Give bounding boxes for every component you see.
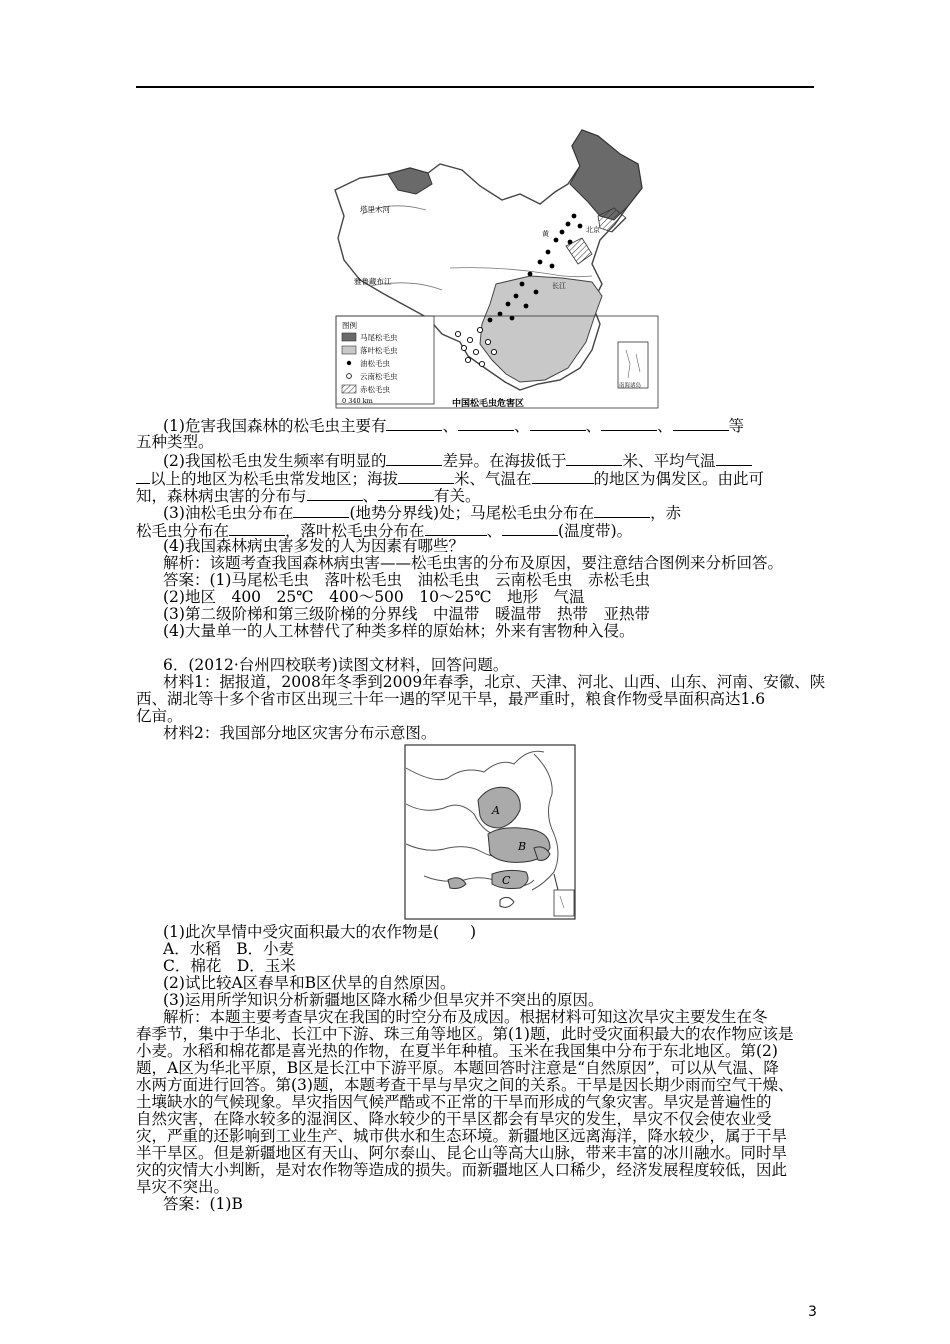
legend-luoye: 落叶松毛虫 xyxy=(360,346,398,355)
q5-answer4: (4)大量单一的人工林替代了种类多样的原始林；外来有害物种入侵。 xyxy=(163,622,635,640)
q5-answer3: (3)第二级阶梯和第三级阶梯的分界线 中温带 暖温带 热带 亚热带 xyxy=(163,605,650,623)
legend-chi: 赤松毛虫 xyxy=(360,385,390,394)
legend-yunnan: 云南松毛虫 xyxy=(360,372,398,381)
q5-line1: (1)危害我国森林的松毛虫主要有 、 、 、 、 等 xyxy=(163,417,745,435)
q6-analysis-2: 春季节，集中于华北、长江中下游、珠三角等地区。第(1)题，此时受灾面积最大的农作物应该是 xyxy=(136,1025,794,1043)
china-map-svg xyxy=(330,128,660,410)
q6-material1-a: 材料1：据报道，2008年冬季到2009年春季，北京、天津、河北、山西、山东、河南、安徽、陕 xyxy=(163,673,826,691)
legend-you: 油松毛虫 xyxy=(360,359,390,368)
q6-answer: 答案：(1)B xyxy=(163,1195,243,1213)
q5-line7: 松毛虫分布在 ，落叶松毛虫分布在 、 (温度带)。 xyxy=(136,522,633,540)
q6-analysis-3: 小麦。水稻和棉花都是喜光热的作物，在夏半年种植。玉米在我国集中分布于东北地区。第(2) xyxy=(136,1042,778,1060)
q6-material2: 材料2：我国部分地区灾害分布示意图。 xyxy=(163,724,437,742)
huanghe-label: 黄 xyxy=(542,230,549,238)
q6-material1-b: 西、湖北等十多个省市区出现三十年一遇的罕见干旱，最严重时，粮食作物受旱面积高达1.6 xyxy=(136,690,766,708)
header-rule xyxy=(136,86,814,88)
legend-mawei: 马尾松毛虫 xyxy=(360,333,398,342)
scale-label: 0 340 km xyxy=(342,397,373,405)
inset-label: 南海诸岛 xyxy=(619,383,642,389)
q5-answer1: 答案：(1)马尾松毛虫 落叶松毛虫 油松毛虫 云南松毛虫 赤松毛虫 xyxy=(163,571,650,589)
disaster-map-svg xyxy=(404,744,576,920)
q6-analysis-7: 自然灾害，在降水较多的湿润区、降水较少的干旱区都会有旱灾的发生，旱灾不仅会使农业受 xyxy=(136,1110,772,1128)
q6-analysis-5: 水两方面进行回答。第(3)题，本题考查干旱与旱灾之间的关系。干旱是因长期少雨而空气干燥、 xyxy=(136,1076,794,1094)
q6-sub1: (1)此次旱情中受灾面积最大的农作物是( ) xyxy=(163,923,477,941)
pine-caterpillar-map xyxy=(330,128,660,410)
region-c-label: C xyxy=(502,874,511,887)
q6-analysis-6: 土壤缺水的气候现象。旱灾指因气候严酷或不正常的干旱而形成的气象灾害。旱灾是普遍性的 xyxy=(136,1093,772,1111)
changjiang-label: 长江 xyxy=(552,282,566,290)
tarim-label: 塔里木河 xyxy=(360,205,390,214)
legend-header: 图例 xyxy=(342,321,357,330)
q6-analysis-1: 解析：本题主要考查旱灾在我国的时空分布及成因。根据材料可知这次旱灾主要发生在冬 xyxy=(163,1008,768,1026)
q5-analysis: 解析：该题考查我国森林病虫害——松毛虫害的分布及原因，要注意结合图例来分析回答。 xyxy=(163,554,784,572)
q5-line5: 知，森林病虫害的分布与 、 有关。 xyxy=(136,487,481,505)
beijing-label: 北京 xyxy=(586,226,600,234)
region-b-label: B xyxy=(518,840,527,853)
q6-analysis-8: 灾，严重的还影响到工业生产、城市供水和生态环境。新疆地区远离海洋，降水较少，属于干旱 xyxy=(136,1127,788,1145)
q6-option-cd: C．棉花 D．玉米 xyxy=(163,957,296,975)
q5-line6: (3)油松毛虫分布在 (地势分界线)处；马尾松毛虫分布在 ，赤 xyxy=(163,504,682,522)
q5-line3: (2)我国松毛虫发生频率有明显的 差异。在海拔低于 米、平均气温 xyxy=(136,451,843,470)
yarlung-label: 雅鲁藏布江 xyxy=(354,277,392,286)
map1-title: 中国松毛虫危害区 xyxy=(452,399,525,409)
q5-line2: 五种类型。 xyxy=(136,433,214,451)
q6-analysis-9: 半干旱区。但是新疆地区有天山、阿尔泰山、昆仑山等高大山脉，带来丰富的冰川融水。同时旱 xyxy=(136,1144,788,1162)
q6-analysis-10: 灾的灾情大小判断，是对农作物等造成的损失。而新疆地区人口稀少，经济发展程度较低，因此 xyxy=(136,1161,788,1179)
q5-answer2: (2)地区 400 25℃ 400～500 10～25℃ 地形 气温 xyxy=(163,588,585,606)
page-number: 3 xyxy=(808,1304,817,1320)
q6-analysis-4: 题，A区为华北平原，B区是长江中下游平原。本题回答时注意是“自然原因”，可以从气温、降 xyxy=(136,1059,779,1077)
disaster-map xyxy=(404,744,576,920)
q5-line8: (4)我国森林病虫害多发的人为因素有哪些？ xyxy=(163,537,464,555)
q6-sub3: (3)运用所学知识分析新疆地区降水稀少但旱灾并不突出的原因。 xyxy=(163,991,604,1009)
q6-analysis-11: 旱灾不突出。 xyxy=(136,1178,230,1196)
q5-line4: 以上的地区为松毛虫常发地区；海拔 米、气温在 的地区为偶发区。由此可 xyxy=(136,469,816,488)
region-a-label: A xyxy=(492,804,500,817)
q6-material1-c: 亿亩。 xyxy=(136,707,183,725)
q6-option-ab: A．水稻 B．小麦 xyxy=(163,940,295,958)
q6-heading: 6．(2012·台州四校联考)读图文材料，回答问题。 xyxy=(163,656,509,674)
q6-sub2: (2)试比较A区春旱和B区伏旱的自然原因。 xyxy=(163,974,456,992)
